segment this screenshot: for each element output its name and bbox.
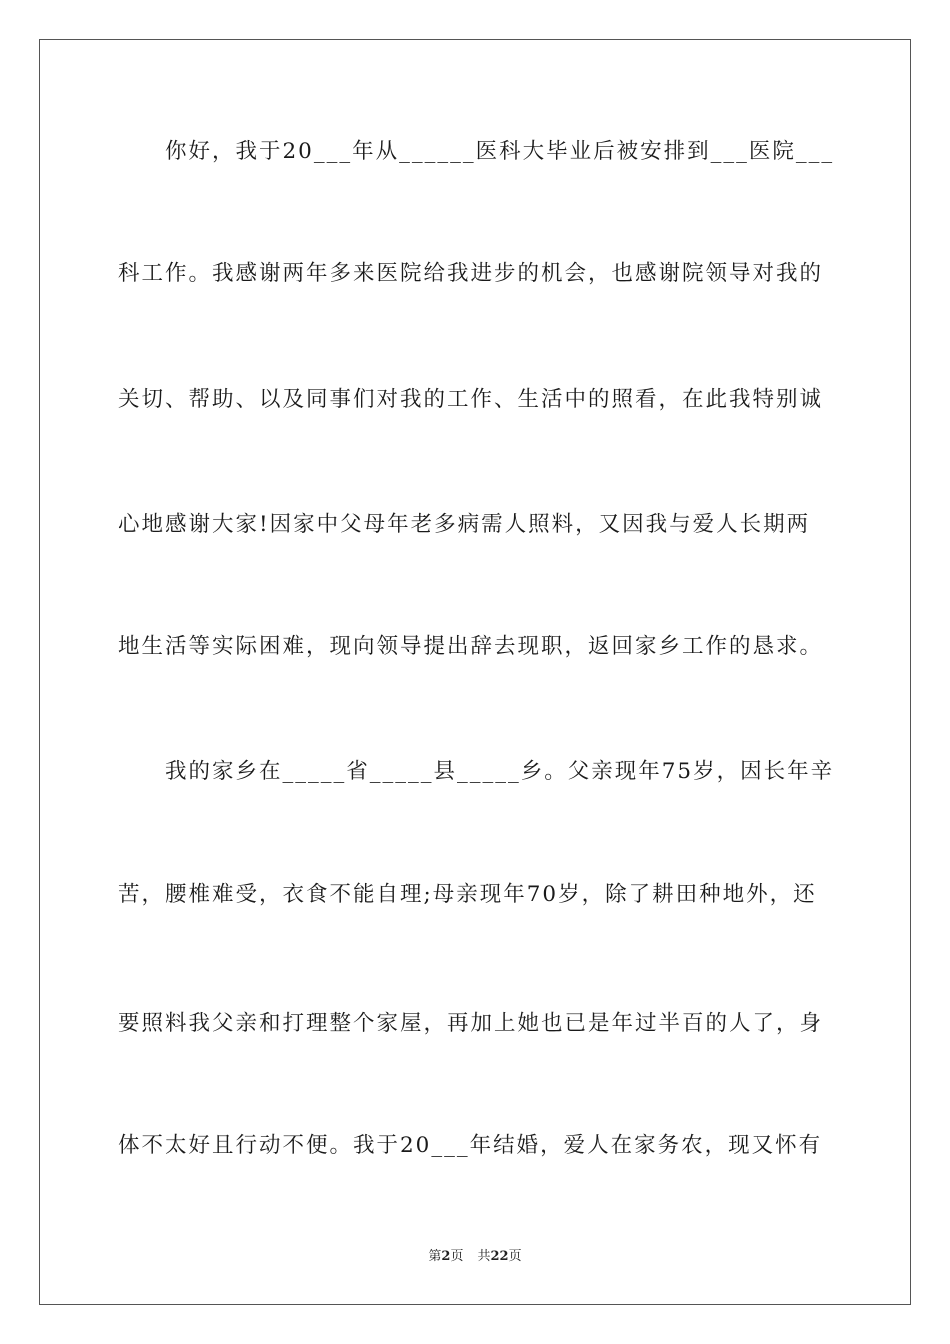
- page-footer: [0, 1248, 950, 1266]
- total-pages-label: 共22页: [477, 1249, 522, 1264]
- page-border: [39, 39, 911, 1305]
- paragraph-1-line-3: 关切、帮助、以及同事们对我的工作、生活中的照看，在此我特别诚: [118, 387, 824, 412]
- paragraph-2-line-1: 我的家乡在_____省_____县_____乡。父亲现年75岁，因长年辛: [165, 759, 834, 784]
- paragraph-1-line-1: 你好，我于20___年从______医科大毕业后被安排到___医院___: [165, 139, 834, 164]
- paragraph-2-line-4: 体不太好且行动不便。我于20___年结婚，爱人在家务农，现又怀有: [118, 1133, 823, 1158]
- paragraph-2-line-3: 要照料我父亲和打理整个家屋，再加上她也已是年过半百的人了，身: [118, 1011, 824, 1036]
- total-page-count: 22: [490, 1249, 509, 1264]
- paragraph-1-line-2: 科工作。我感谢两年多来医院给我进步的机会，也感谢院领导对我的: [118, 261, 824, 286]
- current-page-number: 2: [441, 1249, 451, 1264]
- paragraph-2-line-2: 苦，腰椎难受，衣食不能自理;母亲现年70岁，除了耕田种地外，还: [118, 882, 817, 907]
- page-number-label: 第2页: [428, 1249, 464, 1264]
- paragraph-1-line-4: 心地感谢大家!因家中父母年老多病需人照料，又因我与爱人长期两: [118, 512, 811, 537]
- paragraph-1-line-5: 地生活等实际困难，现向领导提出辞去现职，返回家乡工作的恳求。: [118, 634, 824, 659]
